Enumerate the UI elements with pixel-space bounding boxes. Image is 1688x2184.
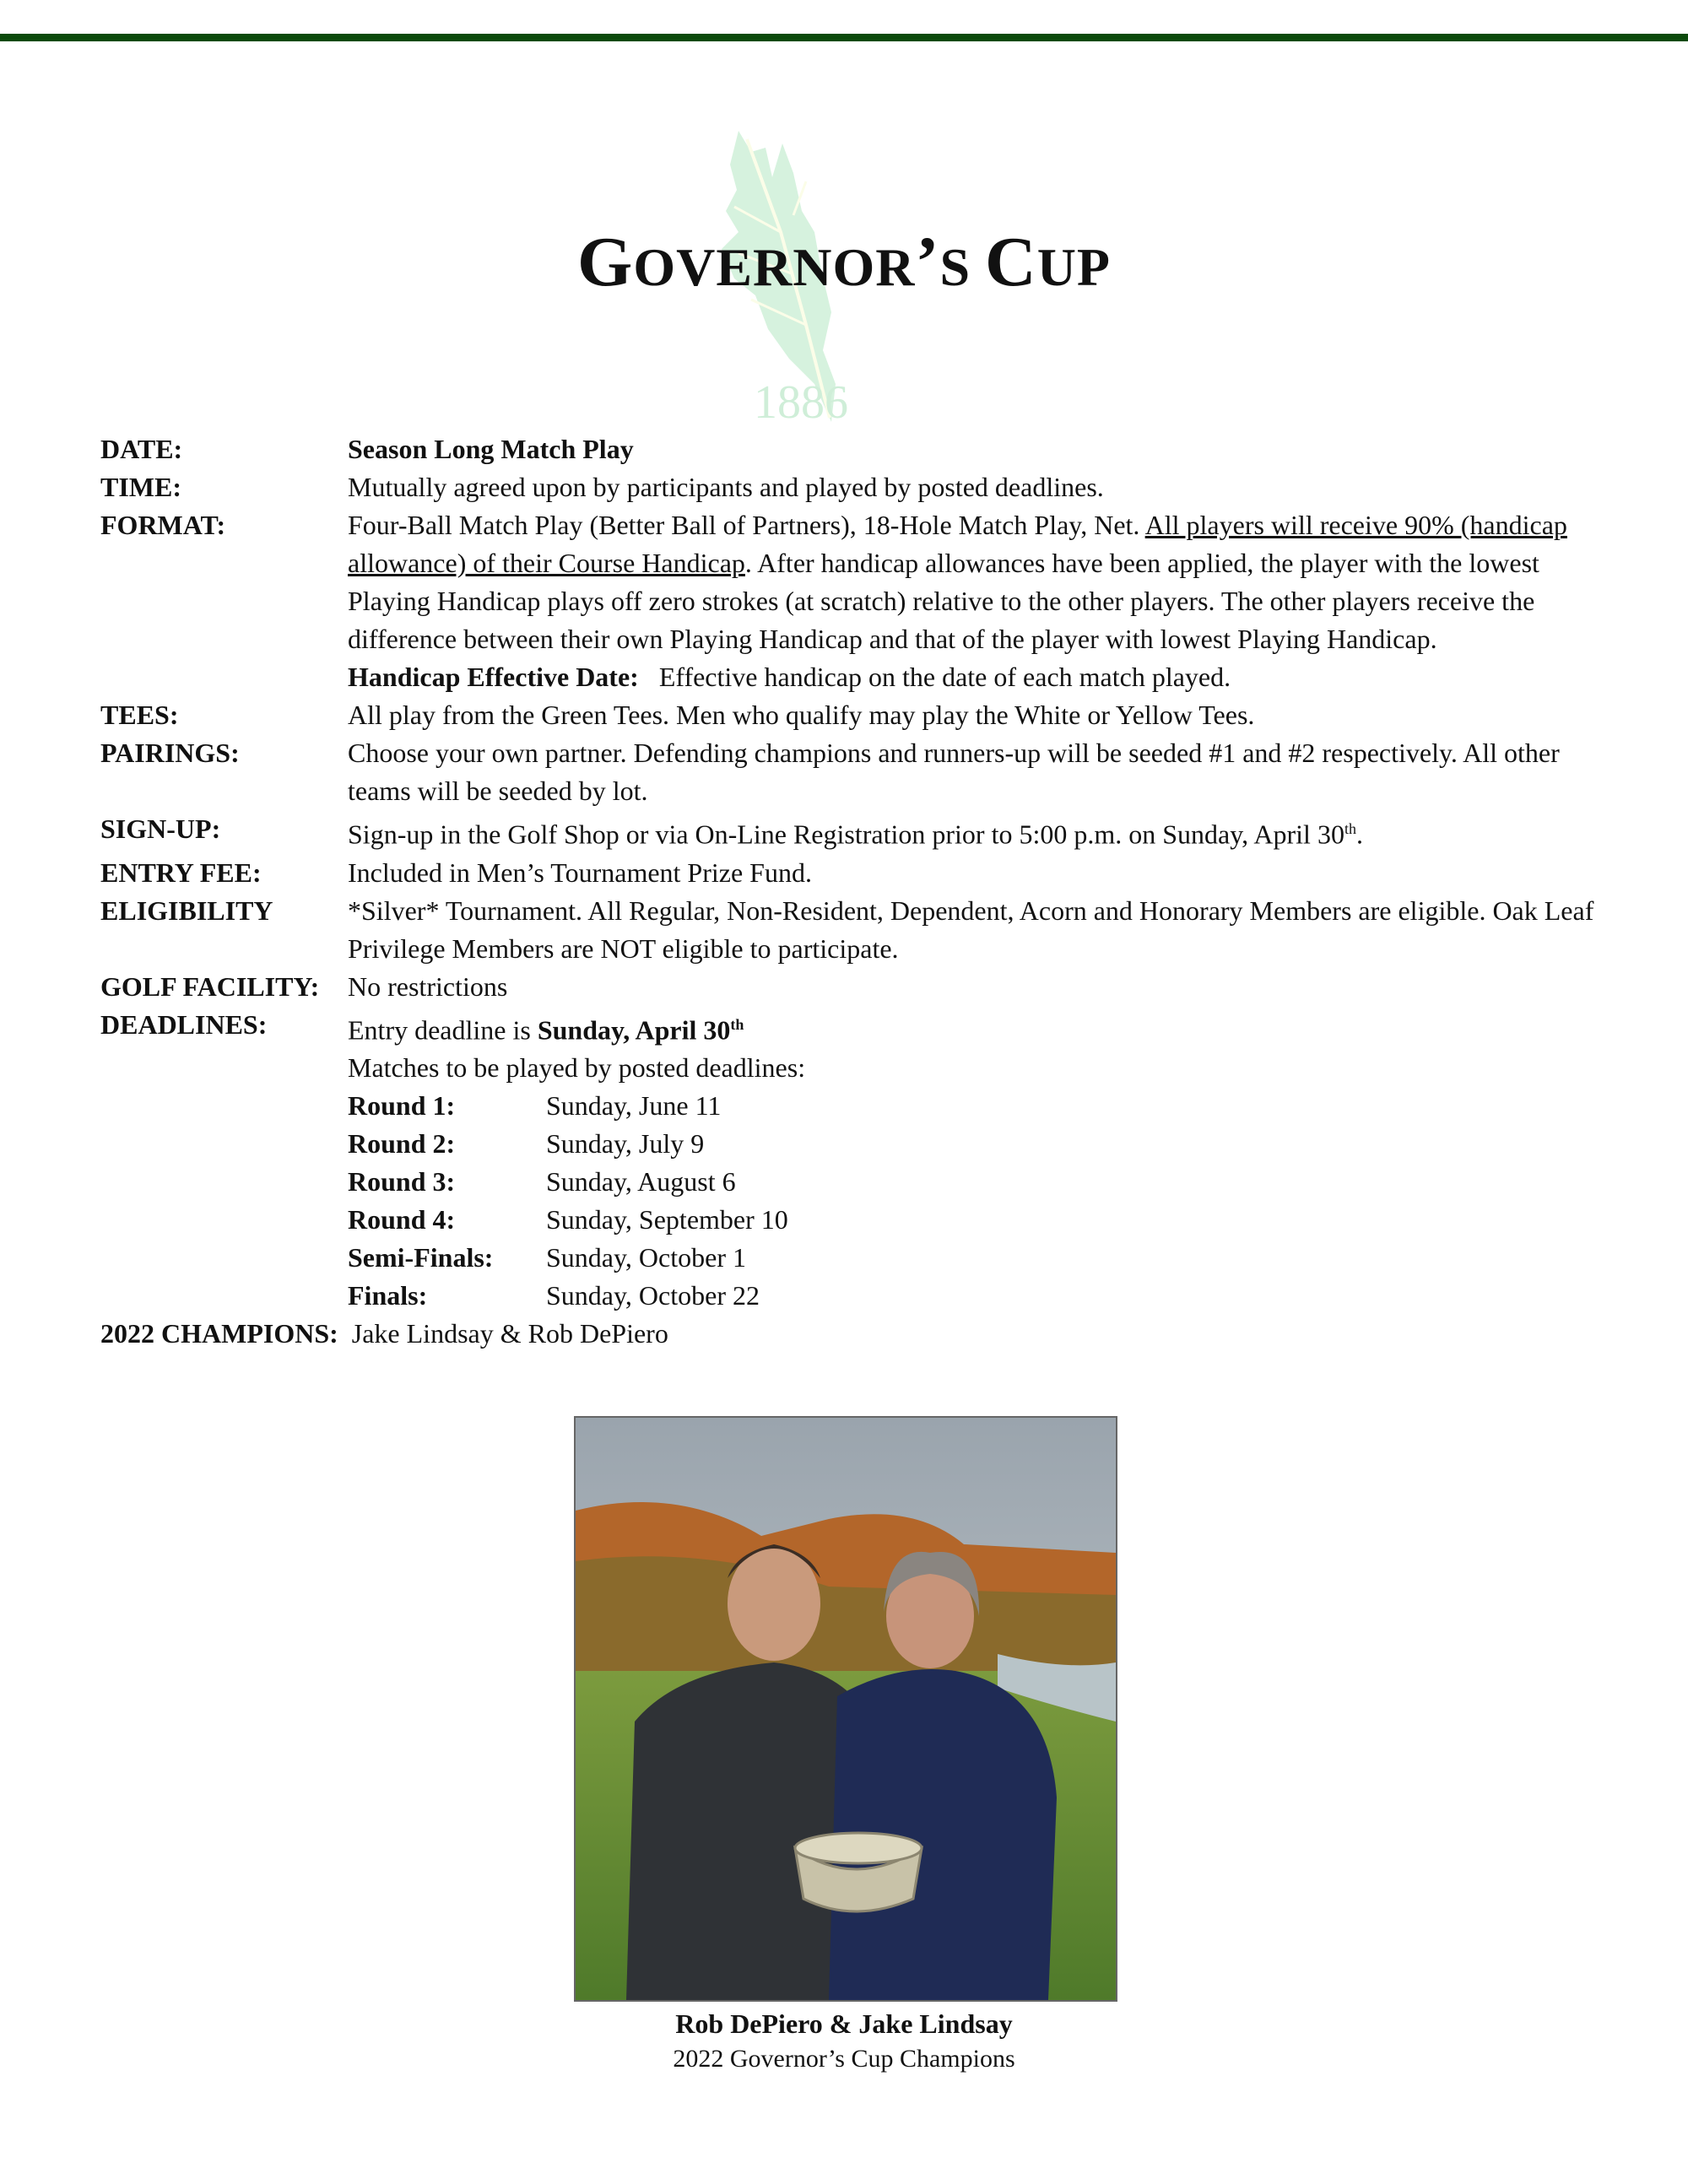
photo-caption-subtitle: 2022 Governor’s Cup Champions [673,2045,1015,2073]
page-title: GOVERNOR’S CUP [576,223,1112,301]
value: Mutually agreed upon by participants and played by posted deadlines. [348,472,1104,502]
label: ENTRY FEE: [100,857,262,888]
value [348,1006,1603,1316]
round-date: Sunday, June 11 [546,1090,722,1122]
round-date: Sunday, October 22 [546,1280,760,1311]
row-golf-facility [100,968,1603,1006]
row-tees [100,696,1603,734]
ordinal: th [1344,820,1356,837]
handicap-effective-label: Handicap Effective Date: [348,662,639,692]
finals [348,1277,1603,1315]
row-signup [100,810,1603,854]
signup-text: Sign-up in the Golf Shop or via On-Line Registration prior to 5:00 p.m. on Sunday, April 30 [348,819,1344,850]
round-label: Round 1: [348,1090,456,1122]
matches-note: Matches to be played by posted deadlines: [348,1052,806,1084]
row-eligibility [100,892,1603,968]
semi-finals [348,1239,1603,1277]
handicap-allowance-note: All players will receive 90% (handicap allowance) of their Course Handicap [348,510,1567,578]
label: ELIGIBILITY [100,895,273,926]
value: Season Long Match Play [348,434,634,464]
handicap-effective-value: Effective handicap on the date of each match played. [658,662,1231,692]
value [348,506,1603,696]
logo-year: 1886 [754,376,848,429]
value: No restrictions [348,970,508,1002]
ordinal: th [730,1015,744,1033]
value [348,810,1603,854]
label: DEADLINES: [100,1008,268,1040]
entry-deadline-date: Sunday, April 30 [537,1014,731,1046]
round-date: Sunday, September 10 [546,1204,788,1235]
round-label: Round 4: [348,1204,456,1235]
format-text-2: . After handicap allowances have been applied, the player with the lowest Playing Handicap plays off zero strokes (at scratch) relative to the other players. The other players receive the difference between their own Playing Handicap and that of the player with lowest Playing Handicap. [348,548,1539,654]
round-label: Finals: [348,1280,428,1311]
row-format [100,506,1603,696]
row-deadlines [100,1006,1603,1316]
value: Choose your own partner. Defending champions and runners-up will be seeded #1 and #2 respectively. All other teams will be seeded by lot. [348,738,1560,806]
row-date [100,430,1603,468]
label: TIME: [100,472,181,502]
row-entry-fee [100,854,1603,892]
label: GOLF FACILITY: [100,970,320,1002]
label: 2022 CHAMPIONS: [100,1318,338,1349]
round-3 [348,1163,1603,1201]
round-4 [348,1201,1603,1239]
entry-deadline-text: Entry deadline is [348,1014,538,1046]
round-label: Round 2: [348,1128,456,1160]
value: Included in Men’s Tournament Prize Fund. [348,857,812,888]
round-date: Sunday, October 1 [546,1242,746,1273]
photo-image [576,1418,1116,2000]
round-label: Semi-Finals: [348,1242,494,1273]
photo-caption-names: Rob DePiero & Jake Lindsay [675,2008,1013,2039]
row-pairings [100,734,1603,810]
label: PAIRINGS: [100,738,240,768]
label: TEES: [100,700,179,730]
label: SIGN-UP: [100,814,221,844]
round-2 [348,1125,1603,1163]
label: DATE: [100,434,183,464]
row-champions [100,1315,1603,1353]
round-label: Round 3: [348,1166,456,1197]
round-date: Sunday, July 9 [546,1128,705,1160]
period: . [1355,819,1363,850]
value: Jake Lindsay & Rob DePiero [351,1318,668,1349]
value: All play from the Green Tees. Men who qualify may play the White or Yellow Tees. [348,700,1255,730]
header-rule [0,34,1688,41]
champions-photo [574,1416,1117,2002]
round-1 [348,1087,1603,1125]
tournament-details [100,430,1603,1353]
format-text: Four-Ball Match Play (Better Ball of Partners), 18-Hole Match Play, Net. [348,510,1145,540]
row-time [100,468,1603,506]
round-date: Sunday, August 6 [546,1166,736,1197]
label: FORMAT: [100,510,226,540]
value: *Silver* Tournament. All Regular, Non-Resident, Dependent, Acorn and Honorary Members are eligible. Oak Leaf Privilege Members are NOT eligible to participate. [348,895,1594,964]
